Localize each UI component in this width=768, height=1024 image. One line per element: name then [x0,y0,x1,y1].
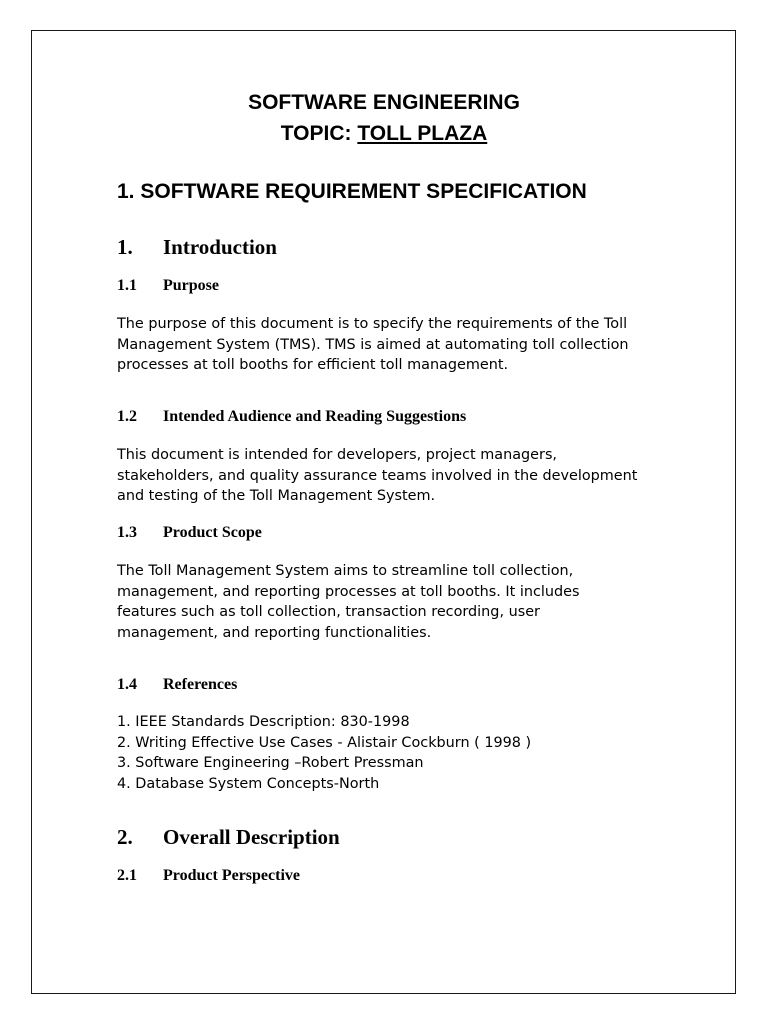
purpose-paragraph [117,314,629,376]
reference-item: 3. Software Engineering –Robert Pressman [117,755,424,771]
scope-line: The Toll Management System aims to streamline toll collection, [117,563,574,579]
subsection-1-1-number: 1.1 [117,277,137,294]
section-1-heading [117,235,277,260]
subsection-1-2-number: 1.2 [117,408,137,425]
audience-line: and testing of the Toll Management System. [117,488,436,504]
topic-value: TOLL PLAZA [357,122,488,145]
section-1-title: Introduction [163,235,277,259]
references-list [117,712,531,794]
section-2-title: Overall Description [163,825,340,849]
subsection-1-1-heading [117,277,219,295]
subsection-1-4-title: References [163,676,238,693]
scope-line: features such as toll collection, transaction recording, user [117,604,540,620]
reference-item: 2. Writing Effective Use Cases - Alistair Cockburn ( 1998 ) [117,734,532,751]
subsection-2-1-heading [117,867,300,885]
document-title: SOFTWARE ENGINEERING [248,91,520,114]
subsection-1-4-heading [117,676,237,694]
purpose-line: processes at toll booths for efficient toll management. [117,357,509,373]
purpose-line: The purpose of this document is to specify the requirements of the Toll [117,316,628,332]
srs-heading: 1. SOFTWARE REQUIREMENT SPECIFICATION [117,180,587,203]
document-topic [0,122,768,146]
subsection-2-1-title: Product Perspective [163,867,300,884]
subsection-1-3-heading [117,524,262,542]
audience-line: This document is intended for developers, project managers, [117,447,558,463]
subsection-1-2-heading [117,408,466,426]
audience-line: stakeholders, and quality assurance teams involved in the development [117,467,638,484]
subsection-1-2-title: Intended Audience and Reading Suggestions [163,408,467,425]
subsection-1-3-number: 1.3 [117,524,137,541]
section-2-number: 2. [117,825,133,849]
reference-item: 4. Database System Concepts-North [117,775,380,792]
subsection-1-1-title: Purpose [163,277,219,294]
scope-paragraph [117,561,580,643]
reference-item: 1. IEEE Standards Description: 830-1998 [117,714,410,730]
purpose-line: Management System (TMS). TMS is aimed at automating toll collection [117,336,629,353]
section-1-number: 1. [117,235,133,259]
topic-label: TOPIC: [280,122,358,145]
audience-paragraph [117,445,637,507]
subsection-1-4-number: 1.4 [117,676,137,693]
scope-line: management, and reporting processes at toll booths. It includes [117,583,580,600]
section-2-heading [117,825,340,850]
scope-line: management, and reporting functionalities. [117,624,432,641]
subsection-2-1-number: 2.1 [117,867,137,884]
subsection-1-3-title: Product Scope [163,524,262,541]
